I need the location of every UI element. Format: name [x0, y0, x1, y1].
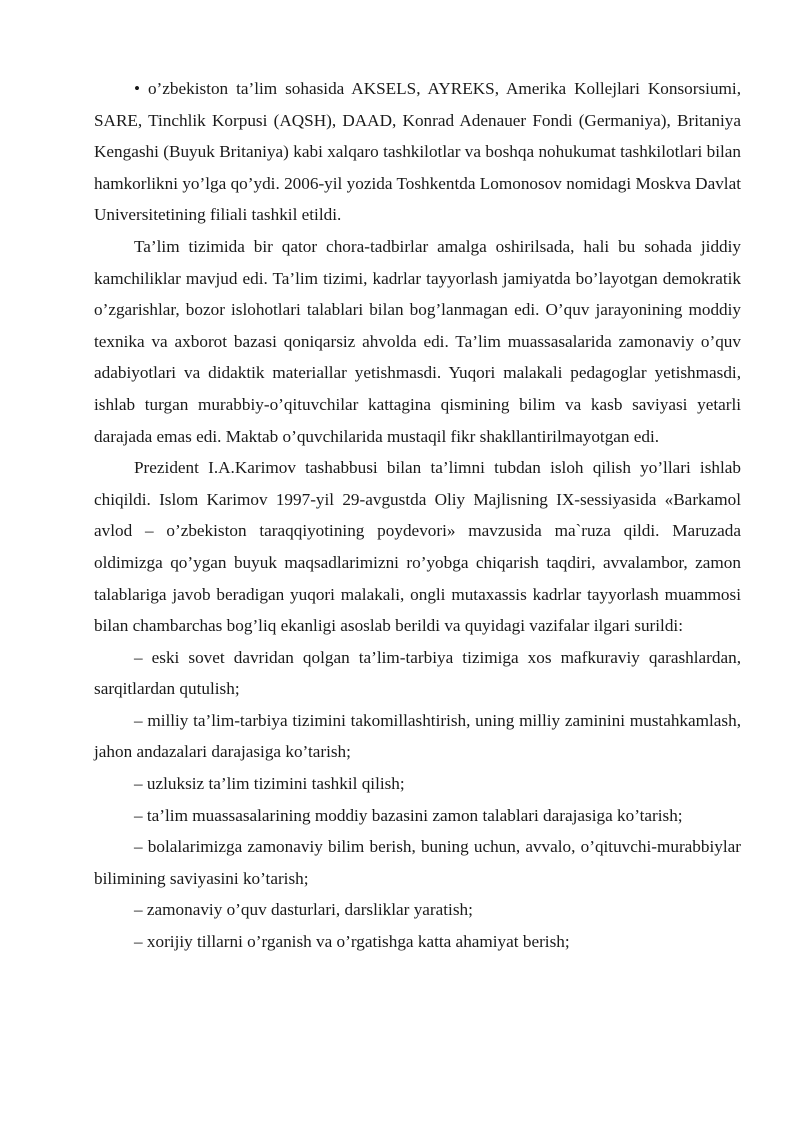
paragraph-international-cooperation: • o’zbekiston ta’lim sohasida AKSELS, AYREKS, Amerika Kollejlari Konsorsiumi, SARE, Tinchlik Korpusi (AQSH), DAAD, Konrad Adenauer Fondi (Germaniya), Britaniya Kengashi (Buyuk Britaniya) kabi xalqaro tashkilotlar va boshqa nohukumat tashkilotlari bilan hamkorlikni yo’lga qo’ydi. 2006-yil yozida Toshkentda Lomonosov nomidagi Moskva Davlat Universitetining filiali tashkil etildi. — [94, 79, 741, 225]
list-item-task: – zamonaviy o’quv dasturlari, darsliklar yaratish; — [134, 900, 473, 920]
list-item-task: – milliy ta’lim-tarbiya tizimini takomillashtirish, uning milliy zaminini mustahkamlash, jahon andazalari darajasiga ko’tarish; — [94, 710, 741, 762]
list-item-task: – xorijiy tillarni o’rganish va o’rgatishga katta ahamiyat berish; — [134, 932, 570, 952]
list-item-task: – bolalarimizga zamonaviy bilim berish, buning uchun, avvalo, o’qituvchi-murabbiylar bilimining saviyasini ko’tarish; — [94, 837, 741, 888]
paragraph-reform-initiative: Prezident I.A.Karimov tashabbusi bilan ta’limni tubdan isloh qilish yo’llari ishlab chiqildi. Islom Karimov 1997-yil 29-avgustda Oliy Majlisning IX-sessiyasida «Barkamol avlod – o’zbekiston taraqqiyotining poydevori» mavzusida ma`ruza qildi. Maruzada oldimizga qo’ygan buyuk maqsadlarimizni ro’yobga chiqarish taqdiri, avvalambor, zamon talablariga javob beradigan yuqori malakali, ongli mutaxassis kadrlar tayyorlash muammosi bilan chambarchas bog’liq ekanligi asoslab berildi va quyidagi vazifalar ilgari surildi: — [94, 458, 741, 636]
paragraph-education-shortcomings: Ta’lim tizimida bir qator chora-tadbirlar amalga oshirilsada, hali bu sohada jiddiy kamchiliklar mavjud edi. Ta’lim tizimi, kadrlar tayyorlash jamiyatda bo’layotgan demokratik o’zgarishlar, bozor islohotlari talablari bilan bog’lanmagan edi. O’quv jarayonining moddiy texnika va axborot bazasi qoniqarsiz ahvolda edi. Ta’lim muassasalarida zamonaviy o’quv adabiyotlari va didaktik materiallar yetishmasdi. Yuqori malakali pedagoglar yetishmasdi, ishlab turgan murabbiy-o’qituvchilar kattagina qismining bilim va kasb saviyasi yetarli darajada emas edi. Maktab o’quvchilarida mustaqil fikr shakllantirilmayotgan edi. — [94, 236, 741, 446]
document-page — [94, 73, 741, 958]
list-item-task: – ta’lim muassasalarining moddiy bazasini zamon talablari darajasiga ko’tarish; — [134, 805, 683, 825]
list-item-task: – uzluksiz ta’lim tizimini tashkil qilish; — [134, 774, 405, 794]
list-item-task: – eski sovet davridan qolgan ta’lim-tarbiya tizimiga xos mafkuraviy qarashlardan, sarqitlardan qutulish; — [94, 647, 741, 699]
